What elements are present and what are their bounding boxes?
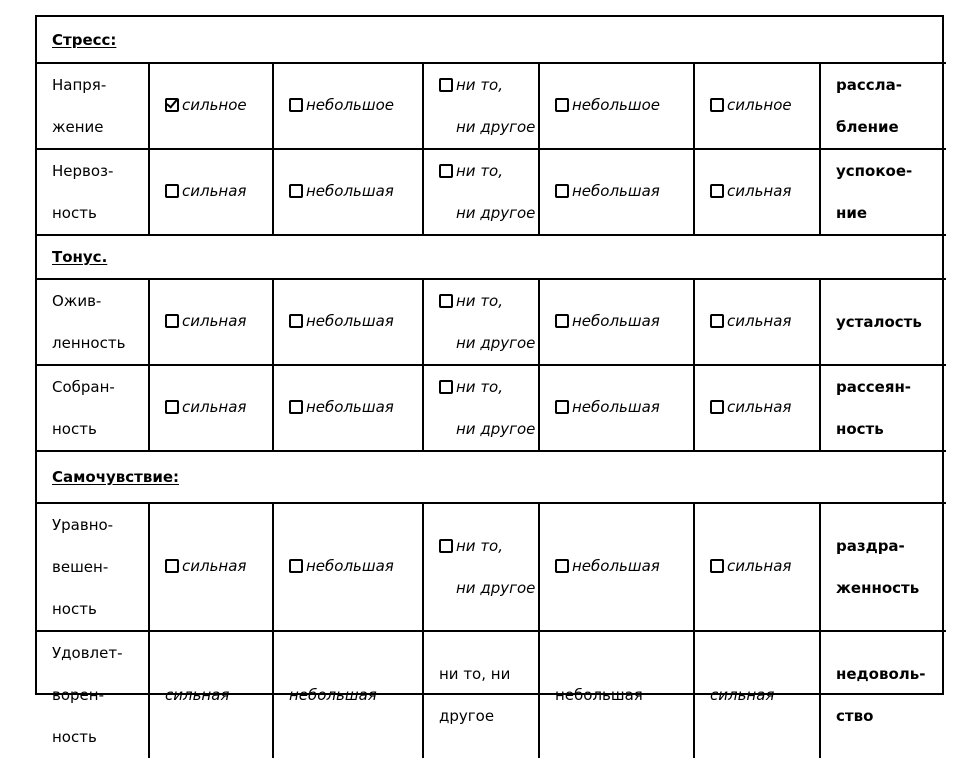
checkbox-icon[interactable] (165, 400, 179, 414)
row-label-liveliness: Ожив- ленность (37, 279, 149, 365)
table-row-satisfaction (37, 631, 946, 758)
checkbox-icon[interactable] (710, 98, 724, 112)
option-strong-right[interactable]: сильная (694, 365, 820, 451)
row-label-balance: Уравно- вешен- ность (37, 503, 149, 631)
section-title-wellbeing: Самочувствие: (52, 468, 180, 486)
checkbox-icon[interactable] (439, 78, 453, 92)
checkbox-icon[interactable] (710, 314, 724, 328)
checkbox-icon[interactable] (165, 184, 179, 198)
checkbox-icon[interactable] (555, 559, 569, 573)
checkbox-icon[interactable] (555, 400, 569, 414)
option-small-right[interactable]: небольшая (539, 503, 694, 631)
option-strong-right[interactable]: сильная (694, 279, 820, 365)
pole-label-tension: расслa- бление (820, 63, 946, 149)
option-small-right[interactable]: небольшая (539, 149, 694, 235)
checkbox-icon[interactable] (710, 559, 724, 573)
checkbox-icon[interactable] (555, 98, 569, 112)
option-small-left[interactable]: небольшая (273, 503, 423, 631)
option-small-right[interactable]: небольшое (539, 63, 694, 149)
section-row-stress (37, 17, 946, 63)
checkbox-icon[interactable] (289, 98, 303, 112)
questionnaire-sheet (35, 15, 944, 746)
option-strong-left[interactable]: сильная (149, 365, 273, 451)
option-neutral[interactable]: ни то, ни другое (423, 149, 539, 235)
option-small-right[interactable]: небольшая (539, 279, 694, 365)
section-title-stress: Стресс: (52, 30, 117, 49)
checkbox-icon[interactable] (289, 400, 303, 414)
row-label-satisfaction: Удовлет- ворен- ность (37, 631, 149, 758)
pole-label-balance: раздра- женность (820, 503, 946, 631)
option-small-left[interactable]: небольшая (273, 365, 423, 451)
option-strong-right[interactable]: сильное (694, 63, 820, 149)
pole-label-composure: рассеян- ность (820, 365, 946, 451)
option-neutral[interactable]: ни то, ни другое (423, 631, 539, 758)
row-label-nervousness: Нервоз- ность (37, 149, 149, 235)
checkbox-icon[interactable] (710, 184, 724, 198)
section-title (37, 17, 946, 63)
option-strong-right[interactable]: сильная (694, 149, 820, 235)
table-row-balance (37, 503, 946, 631)
section-title (37, 451, 946, 503)
table-row-liveliness (37, 279, 946, 365)
section-title-tone: Тонус. (52, 248, 108, 266)
option-neutral[interactable]: ни то, ни другое (423, 63, 539, 149)
option-small-right[interactable]: небольшая (539, 631, 694, 758)
section-row-tone (37, 235, 946, 279)
checkbox-icon[interactable] (289, 184, 303, 198)
option-strong-left[interactable]: сильная (149, 279, 273, 365)
checkbox-checked-icon[interactable] (165, 98, 179, 112)
option-strong-right[interactable]: сильная (694, 503, 820, 631)
option-small-left[interactable]: небольшое (273, 63, 423, 149)
pole-label-nervousness: успокое- ние (820, 149, 946, 235)
checkbox-icon[interactable] (439, 164, 453, 178)
option-neutral[interactable]: ни то, ни другое (423, 279, 539, 365)
option-neutral[interactable]: ни то, ни другое (423, 365, 539, 451)
checkbox-icon[interactable] (439, 294, 453, 308)
checkbox-icon[interactable] (165, 559, 179, 573)
table-row-composure (37, 365, 946, 451)
option-small-right[interactable]: небольшая (539, 365, 694, 451)
checkbox-icon[interactable] (289, 559, 303, 573)
checkbox-icon[interactable] (555, 314, 569, 328)
table-row-tension (37, 63, 946, 149)
section-title (37, 235, 946, 279)
checkbox-icon[interactable] (439, 380, 453, 394)
row-label-composure: Собран- ность (37, 365, 149, 451)
option-strong-left[interactable]: сильное (149, 63, 273, 149)
self-assessment-table (37, 17, 946, 758)
option-strong-left[interactable]: сильная (149, 631, 273, 758)
option-small-left[interactable]: небольшая (273, 149, 423, 235)
pole-label-satisfaction: недоволь- ство (820, 631, 946, 758)
checkbox-icon[interactable] (165, 314, 179, 328)
option-small-left[interactable]: небольшая (273, 631, 423, 758)
option-strong-left[interactable]: сильная (149, 503, 273, 631)
table-row-nervousness (37, 149, 946, 235)
checkbox-icon[interactable] (555, 184, 569, 198)
option-small-left[interactable]: небольшая (273, 279, 423, 365)
option-strong-left[interactable]: сильная (149, 149, 273, 235)
pole-label-liveliness: усталость (820, 279, 946, 365)
section-row-wellbeing (37, 451, 946, 503)
checkbox-icon[interactable] (439, 539, 453, 553)
option-neutral[interactable]: ни то, ни другое (423, 503, 539, 631)
option-strong-right[interactable]: сильная (694, 631, 820, 758)
checkbox-icon[interactable] (710, 400, 724, 414)
row-label-tension: Напря- жение (37, 63, 149, 149)
checkbox-icon[interactable] (289, 314, 303, 328)
